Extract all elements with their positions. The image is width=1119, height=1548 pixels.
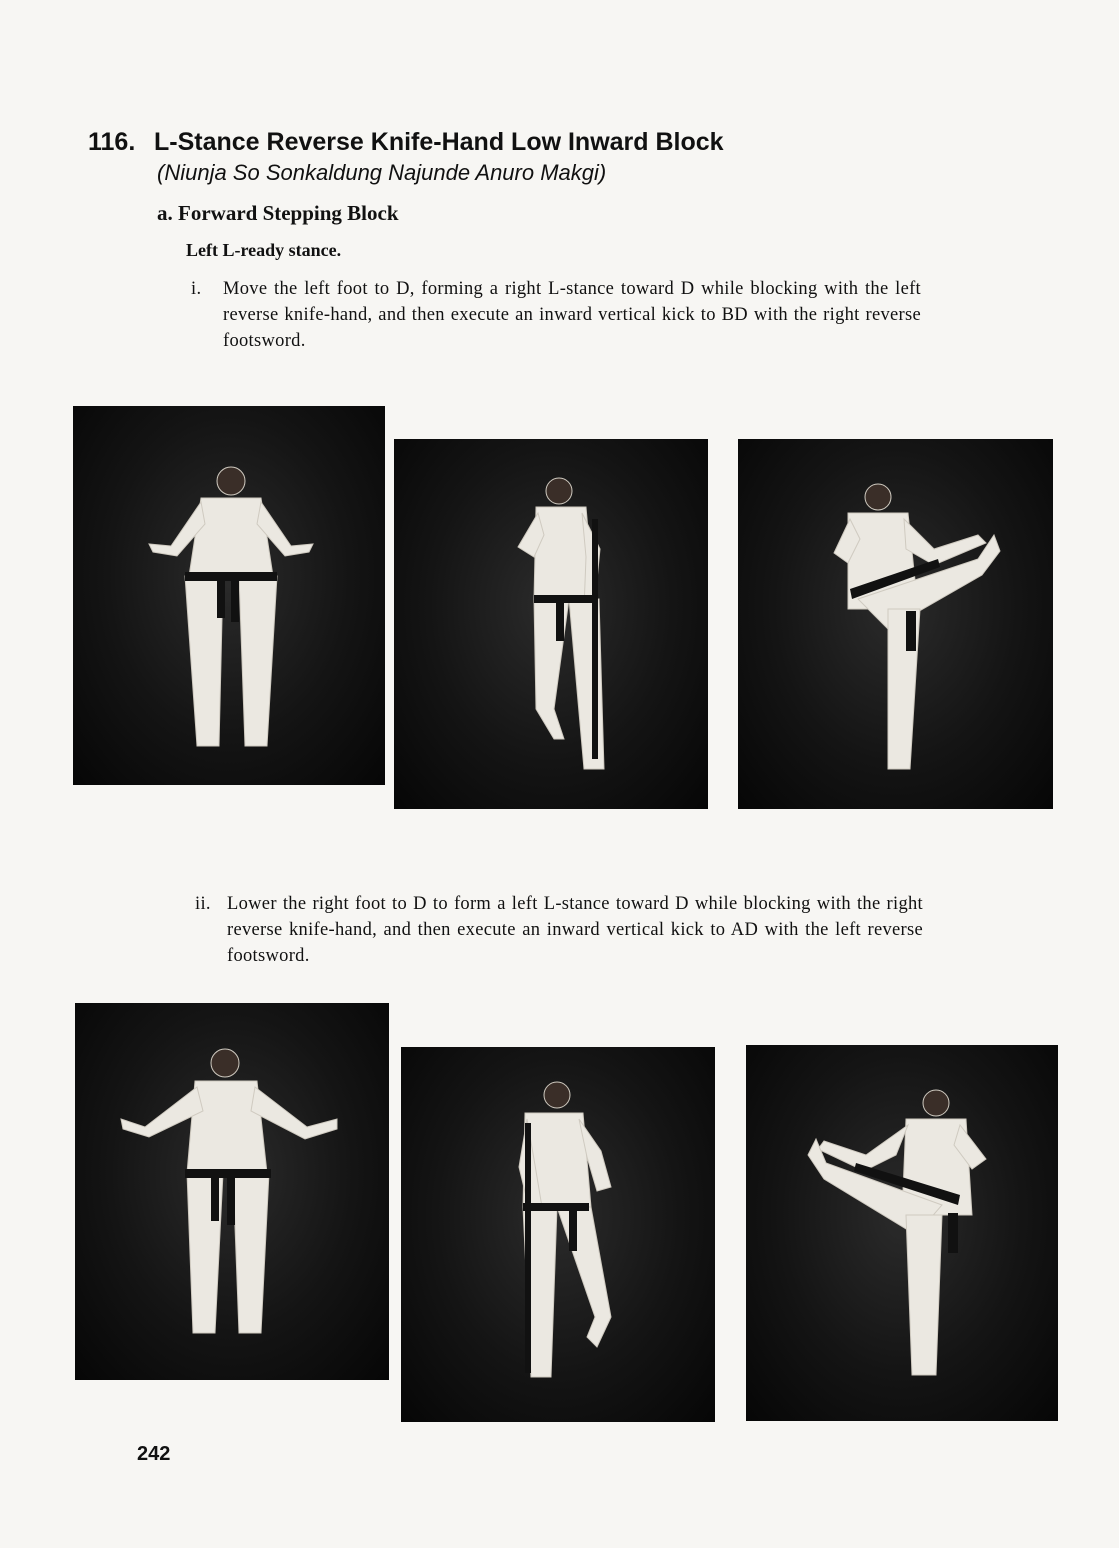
photo-ready-stance-1 (73, 406, 385, 785)
photo-kick-2 (746, 1045, 1058, 1421)
technique-heading (88, 128, 724, 157)
ready-stance-label: Left L-ready stance. (186, 240, 342, 260)
section-heading: a. Forward Stepping Block (157, 201, 399, 225)
technique-number: 116. (88, 128, 136, 156)
technique-title: L-Stance Reverse Knife-Hand Low Inward Block (154, 128, 724, 156)
photo-kick-1 (738, 439, 1053, 809)
figure-block (401, 1047, 715, 1422)
technique-korean-name: (Niunja So Sonkaldung Najunde Anuro Makgi) (157, 160, 607, 185)
photo-block-2 (401, 1047, 715, 1422)
step-ii (195, 891, 923, 969)
step-marker: ii. (195, 894, 211, 914)
figure-block (394, 439, 708, 809)
photo-ready-stance-2 (75, 1003, 389, 1380)
figure-ready-stance (73, 406, 385, 785)
page-number: 242 (137, 1443, 171, 1465)
photo-block-1 (394, 439, 708, 809)
step-text: Lower the right foot to D to form a left L-stance toward D while blocking with the right reverse knife-hand, and then execute an inward vertical kick to AD with the left reverse footsword. (227, 894, 923, 966)
step-i (191, 276, 921, 354)
step-text: Move the left foot to D, forming a right L-stance toward D while blocking with the left reverse knife-hand, and then execute an inward vertical kick to BD with the right reverse footsword. (223, 279, 921, 351)
figure-kick (738, 439, 1053, 809)
step-marker: i. (191, 279, 202, 299)
figure-ready-stance (75, 1003, 389, 1380)
figure-kick (746, 1045, 1058, 1421)
